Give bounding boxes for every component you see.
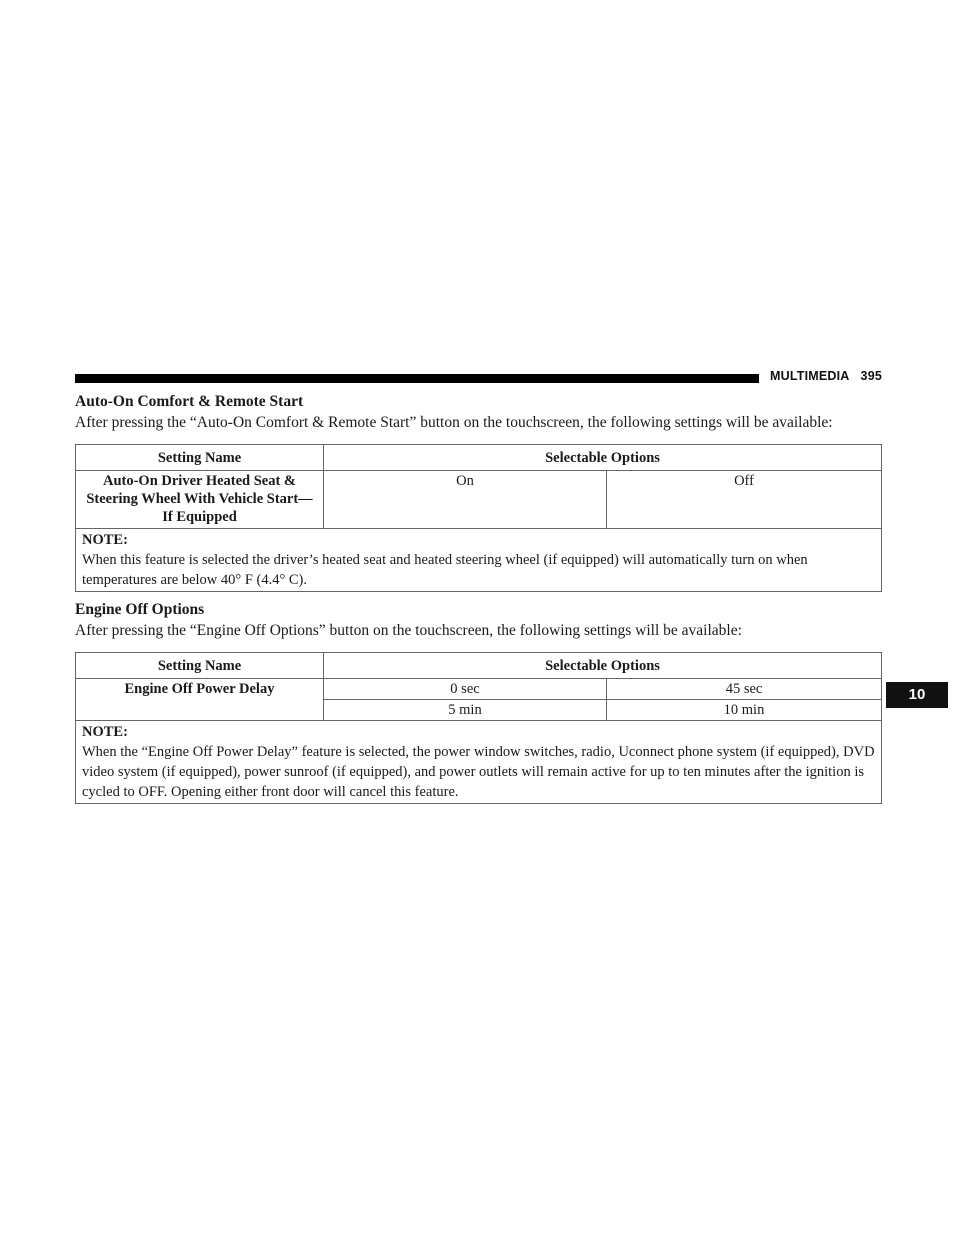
page-number: 395 <box>860 369 883 383</box>
column-header-setting-name: Setting Name <box>76 445 324 471</box>
section-title: Auto-On Comfort & Remote Start <box>75 393 304 410</box>
section-title: Engine Off Options <box>75 601 205 618</box>
settings-table <box>75 652 882 804</box>
note-label: NOTE: <box>82 724 128 740</box>
setting-name: Engine Off Power Delay <box>76 679 324 721</box>
column-header-selectable-options: Selectable Options <box>324 653 882 679</box>
note-cell <box>76 721 882 804</box>
section-intro: After pressing the “Engine Off Options” button on the touchscreen, the following settings will be available: <box>75 622 742 639</box>
option-cell: 5 min <box>324 700 607 721</box>
page-content <box>75 392 885 804</box>
table-row <box>76 471 882 529</box>
section-intro: After pressing the “Auto-On Comfort & Remote Start” button on the touchscreen, the following settings will be available: <box>75 414 833 431</box>
note-cell <box>76 529 882 592</box>
settings-table <box>75 444 882 592</box>
note-label: NOTE: <box>82 532 128 548</box>
column-header-setting-name: Setting Name <box>76 653 324 679</box>
option-cell: 10 min <box>607 700 882 721</box>
option-cell: Off <box>607 471 882 529</box>
column-header-selectable-options: Selectable Options <box>324 445 882 471</box>
option-cell: 0 sec <box>324 679 607 700</box>
table-row <box>76 679 882 700</box>
option-cell: 45 sec <box>607 679 882 700</box>
note-text: When this feature is selected the driver’s heated seat and heated steering wheel (if equipped) will automatically turn on when temperatures are below 40° F (4.4° C). <box>82 552 808 588</box>
setting-name: Auto-On Driver Heated Seat & Steering Wheel With Vehicle Start— If Equipped <box>76 471 324 529</box>
chapter-tab: 10 <box>886 682 948 708</box>
running-header <box>770 369 882 383</box>
note-text: When the “Engine Off Power Delay” feature is selected, the power window switches, radio, Uconnect phone system (if equipped), DVD video system (if equipped), power sunroof (if equipped), and power outlets will remain active for up to ten minutes after the ignition is cycled to OFF. Opening either front door will cancel this feature. <box>82 744 875 800</box>
option-cell: On <box>324 471 607 529</box>
header-rule <box>75 374 759 383</box>
header-section-title: MULTIMEDIA <box>770 369 850 383</box>
